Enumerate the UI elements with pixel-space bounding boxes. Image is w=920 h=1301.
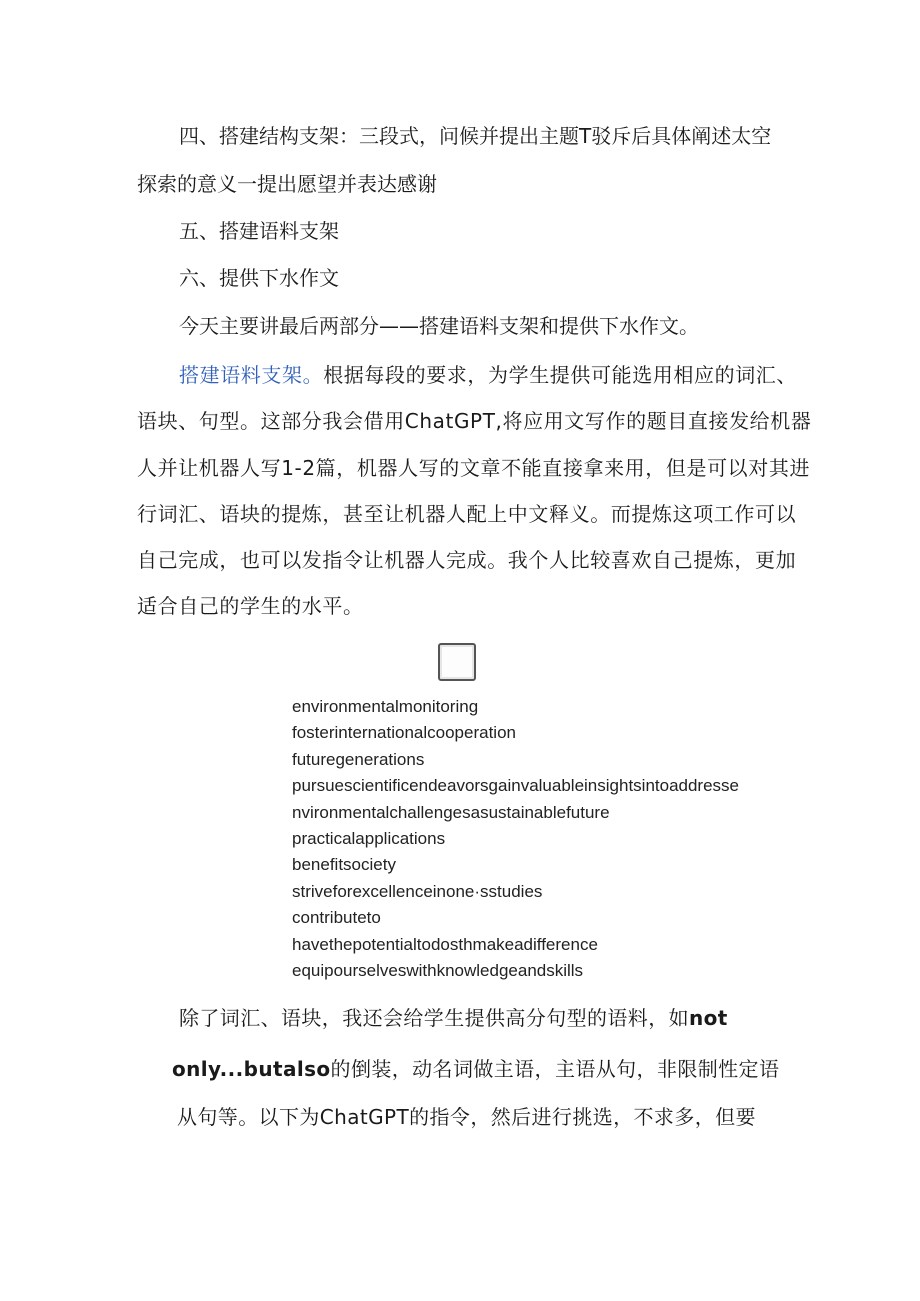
- bold-term-not: not: [689, 1006, 728, 1030]
- vocab-item: fosterinternationalcooperation: [292, 723, 516, 743]
- main-paragraph-line-3: 人并让机器人写1-2篇，机器人写的文章不能直接拿来用，但是可以对其进: [137, 455, 811, 480]
- main-paragraph-line-6: 适合自己的学生的水平。: [137, 594, 364, 619]
- closing-line-2: only...butalso的倒装，动名词做主语，主语从句，非限制性定语: [172, 1057, 780, 1081]
- vocab-item: practicalapplications: [292, 828, 446, 848]
- vocab-item: pursuescientificendeavorsgainvaluableinsightsintoaddresse: [292, 776, 740, 796]
- main-paragraph: [137, 352, 812, 630]
- vocab-item: environmentalmonitoring: [292, 697, 479, 716]
- main-paragraph-line-4: 行词汇、语块的提炼，甚至让机器人配上中文释义。而提炼这项工作可以: [137, 501, 797, 526]
- main-paragraph-line-1: 搭建语料支架。根据每段的要求，为学生提供可能选用相应的词汇、: [179, 363, 798, 387]
- outline-item-5: 五、搭建语料支架: [179, 219, 339, 243]
- vocab-item: futuregenerations: [292, 749, 425, 769]
- closing-line-3: 从句等。以下为ChatGPT的指令，然后进行挑选，不求多，但要: [177, 1105, 756, 1129]
- vocab-item: contributeto: [292, 908, 381, 928]
- vocab-item: striveforexcellenceinone·sstudies: [292, 881, 543, 901]
- vocab-item: nvironmentalchallengesasustainablefuture: [292, 802, 610, 822]
- vocab-item: havethepotentialtodosthmakeadifference: [292, 934, 598, 954]
- today-intro: 今天主要讲最后两部分——搭建语料支架和提供下水作文。: [179, 314, 699, 338]
- outline-item-4-line2: 探索的意义一提出愿望并表达感谢: [137, 172, 437, 196]
- vocab-item: equipourselveswithknowledgeandskills: [292, 960, 584, 980]
- outline-item-4-line1: 四、搭建结构支架：三段式，问候并提出主题T驳斥后具体阐述太空: [179, 124, 772, 148]
- vocab-list: [292, 694, 739, 984]
- image-placeholder-icon: [438, 643, 476, 681]
- vocab-item: benefitsociety: [292, 855, 396, 875]
- bold-term-not-only-but-also: only...butalso: [172, 1057, 331, 1081]
- main-paragraph-line-5: 自己完成，也可以发指令让机器人完成。我个人比较喜欢自己提炼，更加: [137, 548, 797, 573]
- closing-line-1: 除了词汇、语块，我还会给学生提供高分句型的语料，如not: [179, 1006, 728, 1030]
- outline-item-6: 六、提供下水作文: [179, 266, 339, 290]
- main-paragraph-line-2: 语块、句型。这部分我会借用ChatGPT,将应用文写作的题目直接发给机器: [137, 409, 812, 434]
- highlight-heading: 搭建语料支架。: [179, 363, 324, 387]
